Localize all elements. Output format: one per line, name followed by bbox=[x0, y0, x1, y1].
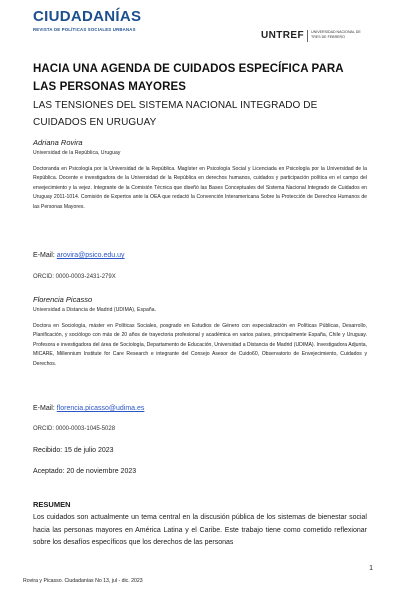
author-orcid-1: ORCID: 0000-0003-2431-279X bbox=[33, 274, 116, 280]
university-name: UNIVERSIDAD NACIONAL DE TRES DE FEBRERO bbox=[311, 30, 361, 39]
author-email-2 bbox=[33, 404, 367, 414]
journal-header bbox=[33, 8, 367, 56]
author-bio: Doctora en Sociología, máster en Políticas Sociales, posgrado en Estudios de Género con especialización en Políticas Públicas, Desarrollo, Planificación, y sociólogo con más de 20 años de trayectoria profesional y académica en varios países, principalmente España, Chile y Uruguay. Profesora e investigadora del área de Sociología, Departamento de Educación, Universidad a Distancia de Madrid (UDIMA). Investigadora Adjunta, MICARE, Millennium Institute for Care Research e integrante del Consejo Asesor de Cuido60, Observatorio de Envejecimiento, Cuidados y Derechos. bbox=[33, 323, 367, 367]
author-affiliation: Universidad a Distancia de Madrid (UDIMA), España. bbox=[33, 307, 157, 313]
page-number: 1 bbox=[369, 565, 373, 572]
author-orcid-2: ORCID: 0000-0003-1045-5028 bbox=[33, 426, 116, 432]
footer-citation: Rovira y Picasso. Ciudadanías No 13, jul - dic. 2023 bbox=[23, 578, 143, 584]
email-link[interactable]: arovira@psico.edu.uy bbox=[56, 252, 125, 259]
article-heading bbox=[33, 60, 367, 131]
author-block-2 bbox=[33, 295, 367, 369]
email-label: E-Mail: bbox=[33, 252, 55, 259]
untref-wordmark: UNTREF bbox=[261, 30, 304, 41]
author-email-1 bbox=[33, 251, 367, 261]
abstract-body: Los cuidados son actualmente un tema central en la discusión pública de los sistemas de bienestar social hacia las personas mayores en América Latina y el Caribe. Este trabajo tiene como cometido reflexionar sobre los desafíos específicos que los derechos de las personas bbox=[33, 514, 367, 547]
received-date: Recibido: 15 de julio 2023 bbox=[33, 447, 114, 454]
email-link[interactable]: florencia.picasso@udima.es bbox=[56, 405, 145, 412]
author-block-1 bbox=[33, 138, 367, 212]
author-affiliation: Universidad de la República, Uruguay bbox=[33, 150, 121, 156]
journal-tagline: REVISTA DE POLÍTICAS SOCIALES URBANAS bbox=[33, 27, 136, 32]
email-label: E-Mail: bbox=[33, 405, 55, 412]
author-bio: Doctoranda en Psicología por la Universidad de la República. Magíster en Psicología Social y Licenciada en Psicología por la Universidad de la República. Docente e investigadora de la Universidad de la República en derechos humanos, cuidados y participación política en el campo del envejecimiento y la vejez. Integrante de la Comisión Técnica que diseñó las Bases Conceptuales del Sistema Nacional Integrado de Cuidados en Uruguay 2011-1014. Comisión de Expertos ante la OEA que redactó la Convención Interamericana Sobre la Protección de Derechos Humanos de las Personas Mayores. bbox=[33, 166, 367, 210]
university-logo bbox=[261, 30, 367, 42]
author-name: Florencia Picasso bbox=[33, 295, 93, 304]
article-title: HACIA UNA AGENDA DE CUIDADOS ESPECÍFICA PARA LAS PERSONAS MAYORES bbox=[33, 63, 344, 93]
abstract-section bbox=[33, 500, 367, 550]
article-subtitle: LAS TENSIONES DEL SISTEMA NACIONAL INTEGRADO DE CUIDADOS EN URUGUAY bbox=[33, 100, 318, 128]
abstract-heading: RESUMEN bbox=[33, 500, 71, 509]
author-name: Adriana Rovira bbox=[33, 138, 83, 147]
journal-name: CIUDADANÍAS bbox=[33, 8, 142, 25]
journal-brand bbox=[33, 8, 141, 33]
accepted-date: Aceptado: 20 de noviembre 2023 bbox=[33, 468, 137, 475]
logo-divider bbox=[307, 30, 308, 42]
